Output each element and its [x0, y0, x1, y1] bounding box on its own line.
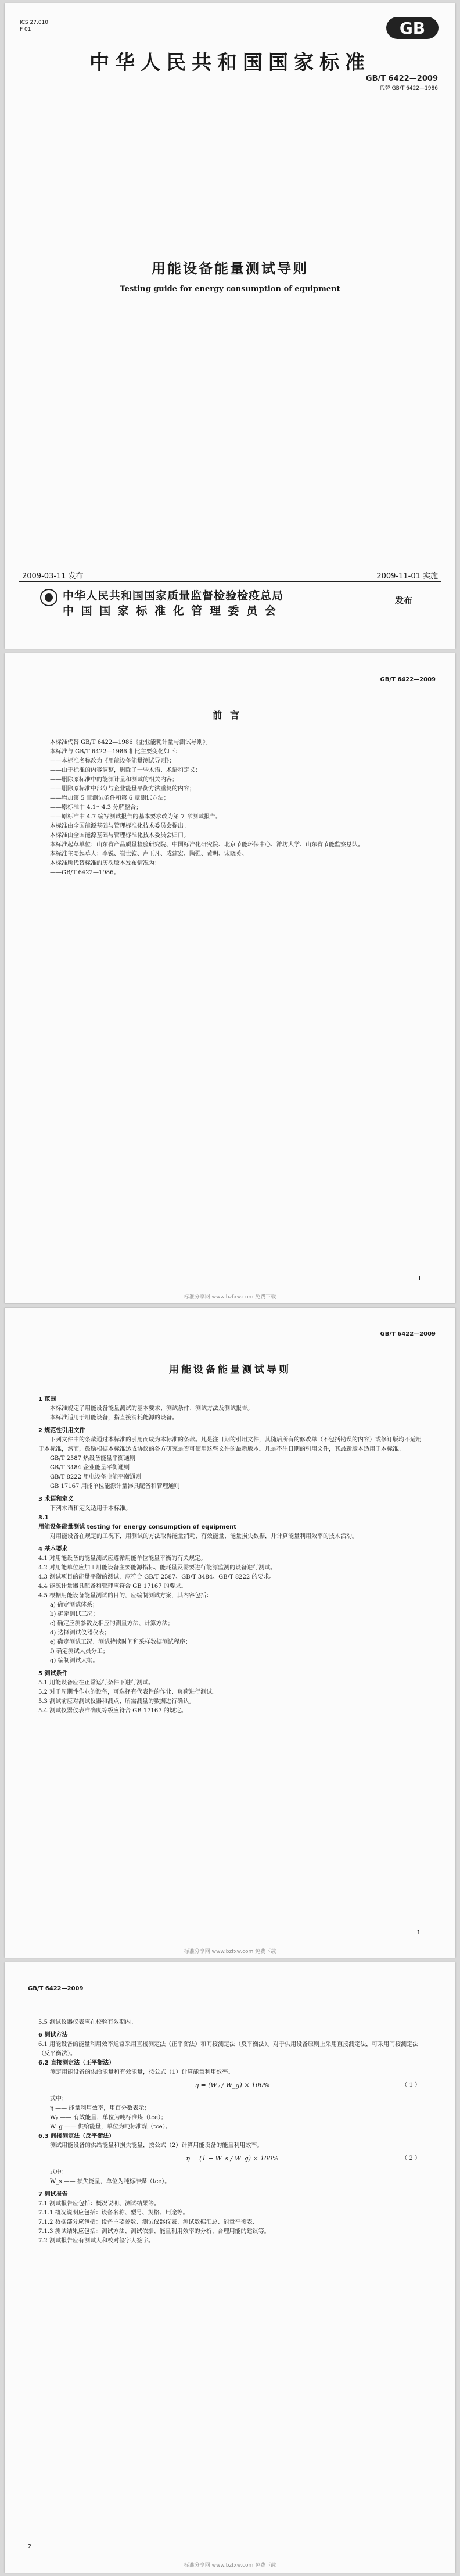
section-heading-scope: 1 范围 [38, 1396, 56, 1403]
requirement-list-item: f) 确定测试人员分工； [50, 1648, 109, 1655]
page-number: I [419, 1275, 421, 1282]
report-line: 7.1.1 概况说明应包括：设备名称、型号、规格、用途等。 [38, 2210, 189, 2216]
gb-logo-text: GB [399, 19, 426, 38]
preface-line: 本标准与 GB/T 6422—1986 相比主要变化如下： [50, 749, 181, 755]
formula-variable: W_s —— 损失能量，单位为吨标准煤（tce）。 [50, 2178, 171, 2185]
requirement-list-item: g) 编制测试大纲。 [50, 1658, 99, 1664]
preface-line: ——由于标准的内容调整，删除了一些术语、术语和定义； [50, 767, 201, 774]
terms-intro: 下列术语和定义适用于本标准。 [50, 1505, 131, 1512]
preface-line: 本标准代替 GB/T 6422—1986《企业能耗计量与测试导则》。 [50, 739, 211, 746]
method-line: 测试用能设备的供给能量和损失能量，按公式（2）计算用能设备的能量利用效率。 [50, 2142, 263, 2149]
preface-page [5, 653, 455, 1303]
preface-line: 本标准起草单位：山东省产品质量检验研究院、中国标准化研究院、北京节能环保中心、潍坊大学、山东省节能监察总队。 [50, 842, 364, 848]
issuer-aqsiq: 中华人民共和国国家质量监督检验检疫总局 [63, 589, 284, 602]
implement-date: 2009-11-01 实施 [376, 572, 438, 581]
preface-line: ——删除原标准中的能源计量和测试的相关内容； [50, 777, 178, 783]
formula-row-2 [38, 2151, 426, 2168]
issuer-emblem-icon [39, 588, 58, 607]
preface-line: ——原标准中 4.7 编写测试报告的基本要求改为第 7 章测试报告。 [50, 814, 221, 820]
body-page-2 [5, 1962, 455, 2573]
method-line: 测定用能设备的供给能量和有效能量，按公式（1）计算能量利用效率。 [50, 2069, 234, 2076]
requirement-line: 4.1 对用能设备的能量测试应遵循用能单位能量平衡的有关规定。 [38, 1555, 207, 1562]
requirement-list-item: a) 确定测试体系； [50, 1602, 99, 1608]
formula-row-1 [38, 2077, 426, 2095]
standard-number: GB/T 6422—2009 [365, 74, 438, 83]
page-number: 1 [416, 1930, 421, 1936]
issue-date: 2009-03-11 发布 [22, 572, 84, 581]
requirement-list-item: b) 确定测试工况； [50, 1611, 99, 1618]
condition-line: 5.3 测试前应对测试仪器和测点、所需测量的数据进行确认。 [38, 1698, 195, 1705]
preface-line: 本标准主要起草人：李锐、崔世钦、卢玉凡、成建宏、陶强、黄明、宋晓英。 [50, 851, 247, 857]
publish-label: 发布 [395, 595, 413, 606]
page-header-number: GB/T 6422—2009 [380, 1331, 436, 1337]
method-subheading: 6.3 间接测定法（反平衡法） [38, 2133, 115, 2139]
body-content [38, 2018, 426, 2246]
report-line: 7.1.3 测试结果应包括：测试方法、测试依据、能量利用效率的分析、合理用能的建议等。 [38, 2228, 270, 2235]
reference-item: GB 17167 用能单位能源计量器具配备和管理通则 [50, 1483, 180, 1490]
formula-1: η = (Wᵧ / W_g) × 100% [195, 2081, 270, 2089]
formula-1-number: （ 1 ） [401, 2082, 421, 2088]
method-line: 6.1 用能设备的能量利用效率通常采用直接测定法（正平衡法）和间接测定法（反平衡法）。对于供用设备原则上采用直接测定法，可采用间接测定法（反平衡法）。 [38, 2041, 419, 2057]
preface-line: ——原标准中 4.1～4.3 分解整合； [50, 804, 142, 811]
report-line: 7.1.2 数据部分应包括：设备主要参数、测试仪器仪表、测试数据汇总、能量平衡表、 [38, 2219, 258, 2226]
scope-line: 本标准规定了用能设备能量测试的基本要求、测试条件、测试方法及测试报告。 [50, 1405, 253, 1412]
page-header-number: GB/T 6422—2009 [28, 1985, 84, 1992]
requirement-line: 4.2 对用能单位应加工用能设备主要能源指标、能耗量及需要进行能源监测的设备进行测试。 [38, 1565, 276, 1571]
preface-line: 本标准所代替标准的历次版本发布情况为： [50, 860, 160, 867]
ccs-code: F 01 [20, 27, 31, 33]
requirement-line: 4.3 测试项目的能量平衡的测试，应符合 GB/T 2587、GB/T 3484、GB/T 8222 的要求。 [38, 1574, 275, 1580]
body-content [38, 1395, 426, 1716]
report-line: 7.1 测试报告应包括：概况说明、测试结果等。 [38, 2201, 160, 2207]
watermark-text: 标准分享网 www.bzfxw.com 免费下载 [184, 1294, 276, 1300]
term-name: 用能设备能量测试 testing for energy consumption of equipment [38, 1524, 237, 1530]
formula-variable: η —— 能量利用效率，用百分数表示； [50, 2105, 150, 2112]
reference-item: GB/T 2587 热设备能量平衡通则 [50, 1455, 136, 1462]
reference-item: GB/T 3484 企业能量平衡通则 [50, 1465, 130, 1471]
condition-line: 5.1 用能设备应在正常运行条件下进行测试。 [38, 1680, 154, 1686]
condition-line: 5.4 测试仪器仪表准确度等级应符合 GB 17167 的规定。 [38, 1708, 187, 1714]
preface-line: ——本标准名称改为《用能设备能量测试导则》； [50, 758, 175, 764]
preface-line: 本标准由全国能源基础与管理标准化技术委员会归口。 [50, 832, 189, 839]
preface-line: 本标准由全国能源基础与管理标准化技术委员会提出。 [50, 823, 189, 829]
replaces-standard: 代替 GB/T 6422—1986 [379, 85, 438, 91]
formula-where: 式中： [50, 2169, 67, 2176]
section-heading-methods: 6 测试方法 [38, 2032, 68, 2038]
report-line: 7.2 测试报告应有测试人和校对签字人签字。 [38, 2238, 154, 2244]
preface-body [38, 738, 426, 878]
term-number: 3.1 [38, 1515, 49, 1521]
section-heading-requirements: 4 基本要求 [38, 1546, 68, 1552]
document-title-cn: 用能设备能量测试导则 [152, 260, 308, 277]
scope-line: 本标准适用于用能设备，指直接消耗能源的设备。 [50, 1415, 178, 1421]
section-heading-report: 7 测试报告 [38, 2191, 68, 2198]
section-heading-terms: 3 术语和定义 [38, 1496, 74, 1502]
method-subheading: 6.2 直接测定法（正平衡法） [38, 2060, 115, 2066]
issuer-sac: 中 国 国 家 标 准 化 管 理 委 员 会 [63, 604, 278, 617]
reference-item: GB/T 8222 用电设备电能平衡通则 [50, 1474, 142, 1480]
condition-line: 5.5 测试仪器仪表应在校验有效期内。 [38, 2019, 137, 2026]
page-header-number: GB/T 6422—2009 [380, 677, 436, 683]
condition-line: 5.2 对于周期性作业的设备，可选择有代表性的作业、负荷进行测试。 [38, 1689, 218, 1695]
preface-line: ——删除原标准中部分与企业能量平衡方法重复的内容； [50, 786, 195, 792]
requirement-line: 4.5 根据用能设备能量测试的目的，应编制测试方案，其内容包括： [38, 1593, 213, 1599]
section-heading-references: 2 规范性引用文件 [38, 1427, 85, 1434]
gb-logo-icon [386, 16, 439, 40]
requirement-list-item: e) 确定测试工况、测试持续时间和采样数据测试程序； [50, 1639, 191, 1645]
watermark-text: 标准分享网 www.bzfxw.com 免费下载 [184, 1949, 276, 1955]
preface-line: ——GB/T 6422—1986。 [50, 870, 120, 876]
preface-title: 前言 [212, 710, 247, 721]
formula-2: η = (1 − W_s / W_g) × 100% [186, 2155, 279, 2162]
page-number: 2 [28, 2543, 32, 2550]
body-page-1 [5, 1308, 455, 1958]
body-title: 用能设备能量测试导则 [169, 1364, 291, 1376]
requirement-list-item: c) 确定应测参数及相应的测量方法、计算方法； [50, 1620, 174, 1627]
term-definition: 对用能设备在规定的工况下，用测试的方法取得能量消耗、有效能量、能量损失数据，并计算能量利用效率的技术活动。 [50, 1533, 358, 1540]
watermark-text: 标准分享网 www.bzfxw.com 免费下载 [184, 2563, 276, 2568]
document-title-en: Testing guide for energy consumption of equipment [120, 285, 340, 294]
formula-variable: W_g —— 供给能量，单位为吨标准煤（tce）。 [50, 2124, 171, 2130]
formula-where: 式中： [50, 2096, 67, 2102]
section-heading-conditions: 5 测试条件 [38, 1670, 68, 1677]
formula-variable: Wᵧ —— 有效能量，单位为吨标准煤（tce）； [50, 2115, 167, 2121]
requirement-line: 4.4 能源计量器具配备和管理应符合 GB 17167 的要求。 [38, 1583, 187, 1590]
formula-2-number: （ 2 ） [401, 2155, 421, 2162]
ics-code: ICS 27.010 [20, 20, 49, 26]
requirement-list-item: d) 选择测试仪器仪表； [50, 1630, 110, 1636]
preface-line: ——增加第 5 章测试条件和第 6 章测试方法； [50, 795, 170, 802]
standard-name: 中华人民共和国国家标准 [89, 51, 371, 74]
cover-page [5, 3, 455, 649]
cover-bottom-rule [19, 581, 441, 582]
references-intro: 下列文件中的条款通过本标准的引用而成为本标准的条款。凡是注日期的引用文件，其随后所有的修改单（不包括勘误的内容）或修订版均不适用于本标准，然而，鼓励根据本标准达成协议的各方研究是否可使用这些文件的最新版本。凡是不注日期的引用文件，其最新版本适用于本标准。 [38, 1437, 422, 1452]
